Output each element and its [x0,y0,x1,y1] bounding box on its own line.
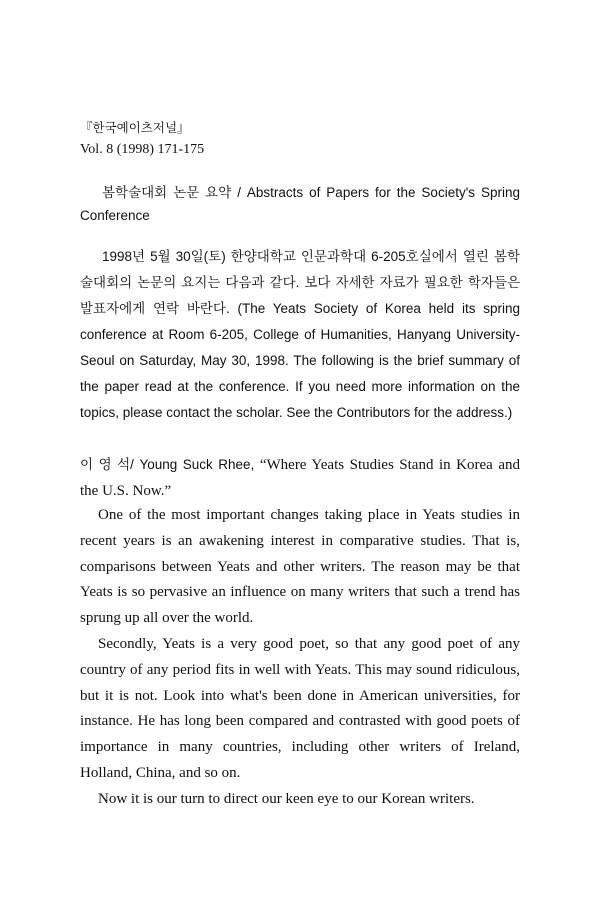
author-name: 이 영 석/ Young Suck Rhee, [80,457,260,472]
abstract-body [80,503,520,813]
abstract-heading [80,452,520,504]
abstract-paragraph: Secondly, Yeats is a very good poet, so that any good poet of any country of any period fits in well with Yeats. This may sound ridiculous, but it is not. Look into what's been done in American universities, for instance. He has long been compared and contrasted with good poets of importance in many countries, including other writers of Ireland, Holland, China, and so on. [80,635,520,781]
volume-line: Vol. 8 (1998) 171-175 [80,142,205,157]
section-title: 봄학술대회 논문 요약 / Abstracts of Papers for the Society's Spring Conference [80,185,520,223]
journal-name: 『한국예이츠저널』 [80,120,190,135]
paper-title: “Where Yeats Studies Stand in Korea and the U.S. Now.” [80,457,520,499]
abstract-paragraph: Now it is our turn to direct our keen eye to our Korean writers. [98,790,475,807]
abstract-paragraph: One of the most important changes taking place in Yeats studies in recent years is an awakening interest in comparative studies. That is, comparisons between Yeats and other writers. The reason may be that Yeats is so pervasive an influence on many writers that such a trend has sprung up all over the world. [80,507,520,627]
intro-paragraph: 1998년 5월 30일(토) 한양대학교 인문과학대 6-205호실에서 열린 봄학술대회의 논문의 요지는 다음과 같다. 보다 자세한 자료가 필요한 학자들은 발표자에게 연락 바란다. (The Yeats Society of Korea held its spring conference at Room 6-205, College of Humanities, Hanyang University-Seoul on Saturday, May 30, 1998. The following is the brief summary of the paper read at the conference. If you need more information on the topics, please contact the scholar. See the Contributors for the address.) [80,249,520,420]
